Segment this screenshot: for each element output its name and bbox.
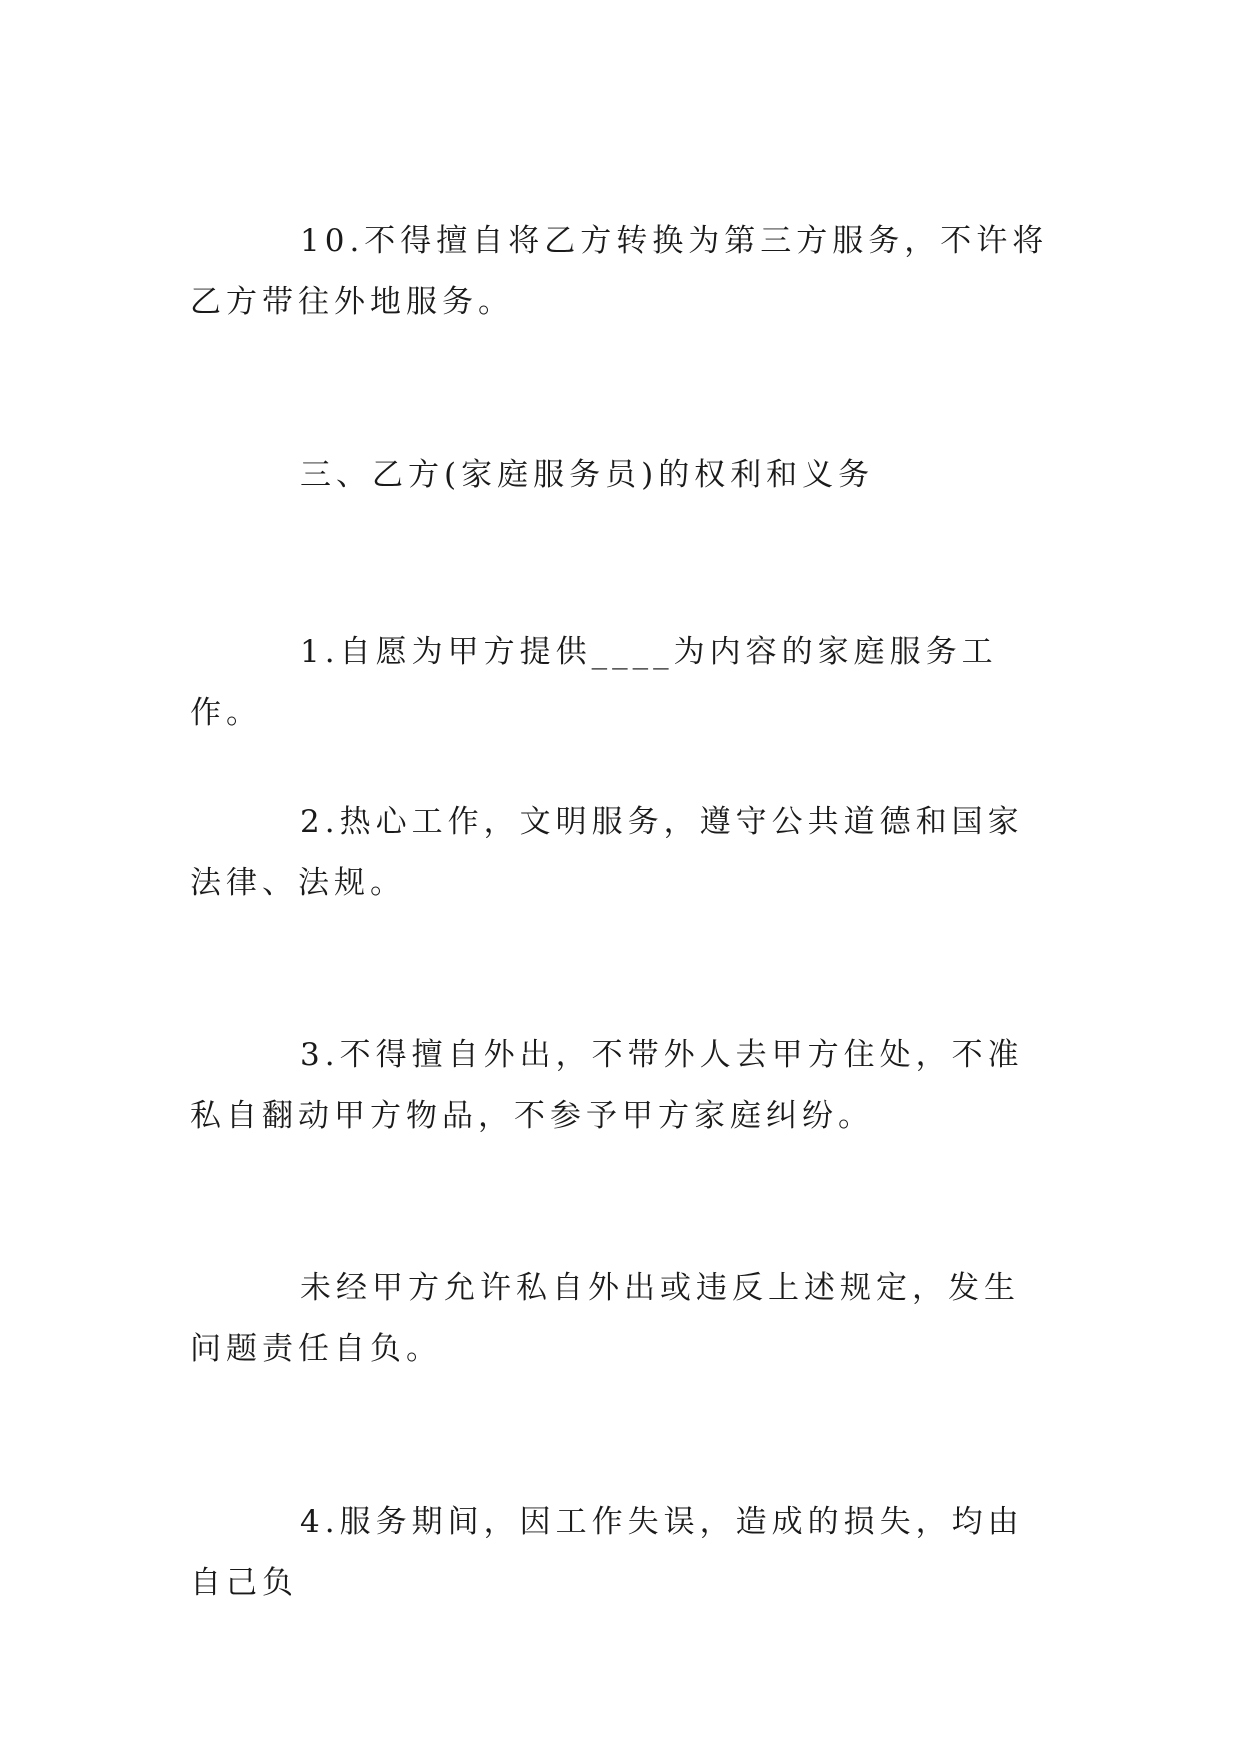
paragraph-clause-10: 10.不得擅自将乙方转换为第三方服务，不许将乙方带往外地服务。 [190,223,1049,320]
paragraph-clause-3-note: 未经甲方允许私自外出或违反上述规定，发生问题责任自负。 [190,1270,1020,1367]
section-heading-party-b-rights: 三、乙方(家庭服务员)的权利和义务 [300,457,875,493]
paragraph-clause-2: 2.热心工作，文明服务，遵守公共道德和国家法律、法规。 [190,804,1024,901]
paragraph-clause-4: 4.服务期间，因工作失误，造成的损失，均由自己负 [190,1504,1024,1601]
paragraph-clause-1: 1.自愿为甲方提供____为内容的家庭服务工作。 [190,634,998,731]
paragraph-clause-3: 3.不得擅自外出，不带外人去甲方住处，不准私自翻动甲方物品，不参予甲方家庭纠纷。 [190,1037,1024,1134]
